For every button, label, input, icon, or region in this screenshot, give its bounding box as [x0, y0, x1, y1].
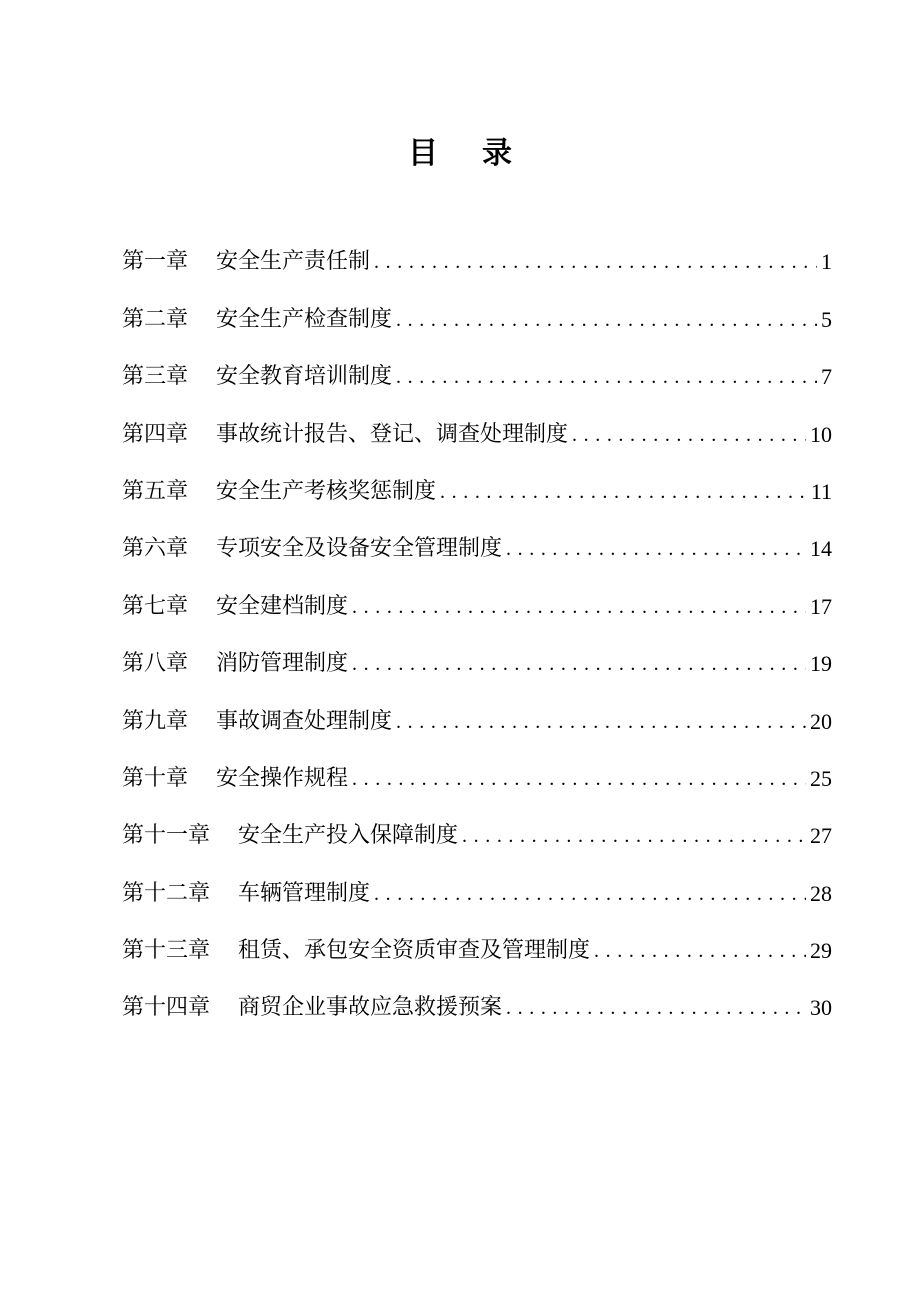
dot-leader — [462, 821, 806, 851]
chapter-title: 安全生产检查制度 — [216, 306, 393, 332]
toc-entry[interactable] — [122, 737, 832, 794]
chapter-number: 第四章 — [122, 421, 189, 447]
toc-entry[interactable] — [122, 622, 832, 679]
page-number: 10 — [810, 421, 832, 447]
toc-entry[interactable] — [122, 679, 832, 736]
toc-entry[interactable] — [122, 392, 832, 449]
dot-leader — [506, 534, 806, 564]
chapter-number: 第五章 — [122, 478, 189, 504]
page-number: 30 — [810, 995, 832, 1021]
toc-entry[interactable] — [122, 966, 832, 1023]
page-number: 14 — [810, 536, 832, 562]
page-number: 20 — [810, 708, 832, 734]
chapter-number: 第八章 — [122, 651, 189, 677]
chapter-number: 第十三章 — [122, 938, 211, 964]
dot-leader — [572, 420, 806, 450]
chapter-title: 租赁、承包安全资质审查及管理制度 — [238, 938, 591, 964]
toc-entry[interactable] — [122, 277, 832, 334]
toc-heading: 目录 — [408, 136, 556, 172]
chapter-title: 消防管理制度 — [216, 651, 349, 677]
dot-leader — [396, 305, 817, 335]
page-number: 7 — [821, 364, 832, 390]
chapter-title: 安全建档制度 — [216, 593, 349, 619]
toc-entry[interactable] — [122, 220, 832, 277]
toc-entry[interactable] — [122, 335, 832, 392]
page-number: 19 — [810, 651, 832, 677]
toc-entry[interactable] — [122, 507, 832, 564]
chapter-number: 第一章 — [122, 249, 189, 275]
page-number: 29 — [810, 938, 832, 964]
dot-leader — [506, 993, 806, 1023]
toc-entry[interactable] — [122, 450, 832, 507]
toc-list — [122, 220, 832, 1023]
chapter-number: 第十章 — [122, 765, 189, 791]
chapter-number: 第十二章 — [122, 880, 211, 906]
dot-leader — [352, 649, 806, 679]
toc-entry[interactable] — [122, 564, 832, 621]
chapter-title: 安全生产责任制 — [216, 249, 371, 275]
chapter-title: 安全生产考核奖惩制度 — [216, 478, 437, 504]
dot-leader — [396, 707, 806, 737]
page-number: 17 — [810, 593, 832, 619]
dot-leader — [374, 247, 817, 277]
chapter-number: 第十一章 — [122, 823, 211, 849]
chapter-number: 第十四章 — [122, 995, 211, 1021]
chapter-title: 商贸企业事故应急救援预案 — [238, 995, 503, 1021]
chapter-title: 安全生产投入保障制度 — [238, 823, 459, 849]
dot-leader — [440, 477, 807, 507]
page-number: 11 — [810, 478, 832, 504]
chapter-number: 第三章 — [122, 364, 189, 390]
page-number: 27 — [810, 823, 832, 849]
chapter-title: 安全教育培训制度 — [216, 364, 393, 390]
chapter-number: 第九章 — [122, 708, 189, 734]
dot-leader — [396, 362, 817, 392]
chapter-title: 专项安全及设备安全管理制度 — [216, 536, 503, 562]
dot-leader — [352, 764, 806, 794]
chapter-title: 事故调查处理制度 — [216, 708, 393, 734]
page-number: 28 — [810, 880, 832, 906]
chapter-title: 安全操作规程 — [216, 765, 349, 791]
chapter-number: 第七章 — [122, 593, 189, 619]
chapter-number: 第二章 — [122, 306, 189, 332]
page-number: 1 — [821, 249, 832, 275]
dot-leader — [594, 936, 806, 966]
dot-leader — [374, 879, 806, 909]
chapter-title: 事故统计报告、登记、调查处理制度 — [216, 421, 569, 447]
page-number: 5 — [821, 306, 832, 332]
page-number: 25 — [810, 765, 832, 791]
toc-entry[interactable] — [122, 851, 832, 908]
dot-leader — [352, 592, 806, 622]
chapter-number: 第六章 — [122, 536, 189, 562]
toc-entry[interactable] — [122, 909, 832, 966]
chapter-title: 车辆管理制度 — [238, 880, 371, 906]
toc-entry[interactable] — [122, 794, 832, 851]
